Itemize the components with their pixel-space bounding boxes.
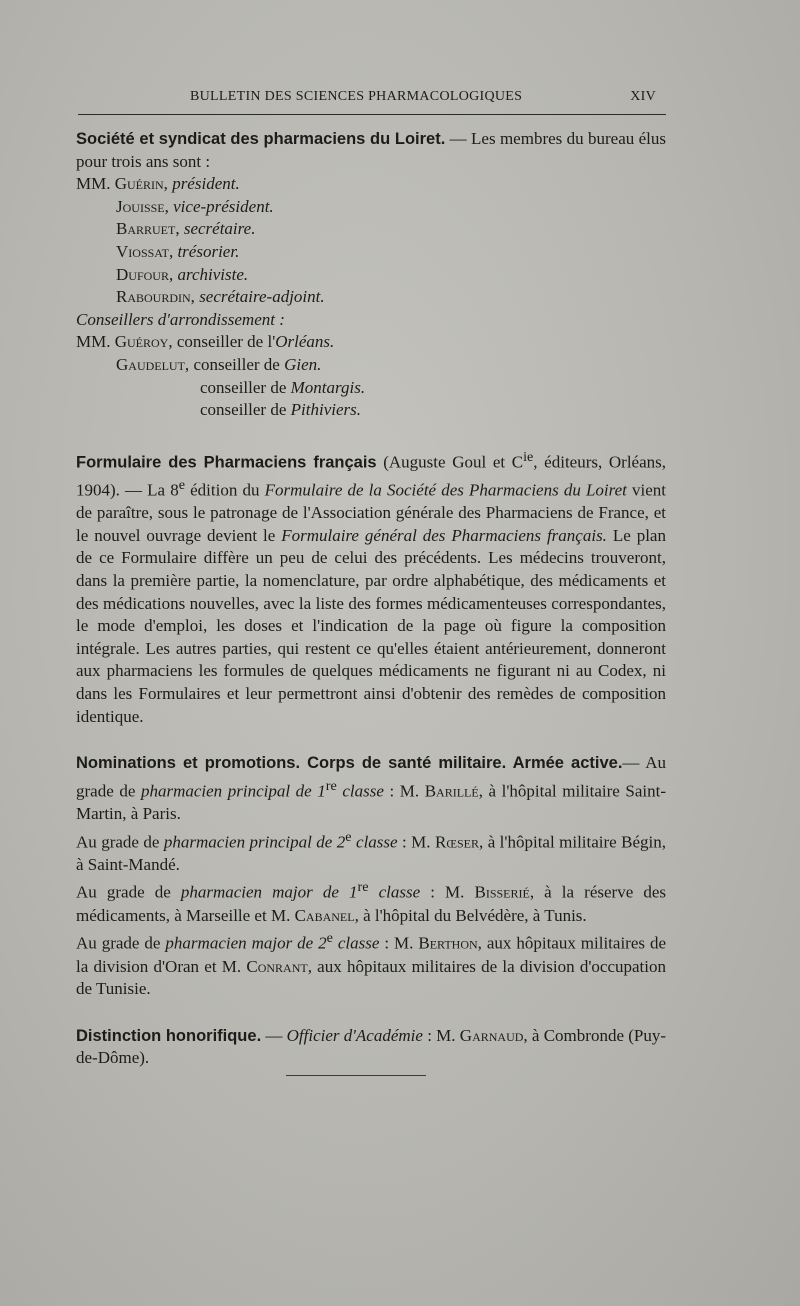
councillor-place: Orléans. bbox=[275, 332, 335, 352]
superscript: e bbox=[326, 930, 333, 947]
distinction-title: Officier d'Académie bbox=[286, 1025, 423, 1045]
formulaire-text: Le plan de ce Formulaire diffère un peu de celui des précédents. Les médecins trouveront, dans la première partie, la nomenclature, par ordre alphabétique, des médicaments et des médications nouvelles, avec la liste des formes médicamenteuses correspondantes, le mode d'emploi, les doses et l'indication de la page où figure la composition intégrale. Les autres parties, qui restent ce qu'elles étaient antérieurement, donneront aux pharmaciens les formules de quelques médicaments ne figurant ni au Codex, ni dans les Formulaires et leur permettront ainsi d'obtenir des remèdes de composition identique. bbox=[76, 525, 666, 726]
nomination-grade: classe bbox=[351, 832, 398, 852]
superscript: ie bbox=[523, 448, 534, 465]
nomination-text: Au grade de bbox=[76, 753, 666, 801]
nomination-text: Au grade de bbox=[76, 933, 166, 953]
councillor-row bbox=[76, 377, 666, 400]
nomination-text: Au grade de bbox=[76, 832, 164, 852]
loiret-paragraph bbox=[76, 128, 666, 173]
officer-row bbox=[76, 173, 666, 196]
officer-role: vice-président. bbox=[173, 196, 274, 216]
distinction-paragraph bbox=[76, 1025, 666, 1070]
page-number: XIV bbox=[630, 89, 656, 104]
section-gap bbox=[76, 728, 666, 752]
officer-name: Dufour, bbox=[116, 264, 174, 284]
dash: — bbox=[622, 753, 640, 773]
formulaire-text: , éditeurs, Orléans, 1904). — La 8 bbox=[76, 452, 666, 500]
officer-role: secrétaire-adjoint. bbox=[199, 287, 325, 307]
loiret-heading: Société et syndicat des pharmaciens du Loiret. bbox=[76, 130, 446, 148]
nomination-text: , à la réserve des médicaments, à Marseille et M. bbox=[76, 883, 666, 925]
loiret-intro: — Les membres du bureau élus pour trois ans sont : bbox=[76, 129, 666, 171]
distinction-text: , à Combronde (Puy-de-Dôme). bbox=[76, 1025, 667, 1068]
nominations-heading: Nominations et promotions. Corps de santé militaire. Armée active. bbox=[76, 754, 623, 773]
officer-name: Jouisse, bbox=[116, 196, 169, 216]
councillor-place: Gien. bbox=[284, 354, 322, 374]
end-rule bbox=[286, 1075, 426, 1076]
formulaire-text: vient de paraître, sous le patronage de l'Association générale des Pharmaciens de France, et le nouvel ouvrage devient le bbox=[76, 480, 667, 545]
councillor-text: conseiller de bbox=[200, 377, 291, 397]
officer-name: Rabourdin, bbox=[116, 287, 195, 307]
councillor-text: conseiller de l' bbox=[176, 332, 276, 352]
councillor-place: Pithiviers. bbox=[290, 400, 361, 420]
distinction-text: : M. bbox=[422, 1025, 460, 1045]
formulaire-paragraph bbox=[76, 446, 666, 728]
nomination-text: : M. bbox=[420, 883, 475, 903]
person-name: Rœser bbox=[434, 832, 480, 852]
formulaire-title-italic: Formulaire de la Société des Pharmaciens du Loiret bbox=[264, 480, 627, 500]
superscript: e bbox=[345, 828, 352, 845]
nomination-text: : M. bbox=[397, 832, 435, 852]
nomination-grade: pharmacien major de 2 bbox=[165, 933, 327, 953]
superscript: re bbox=[325, 777, 337, 794]
nomination-grade: classe bbox=[368, 883, 421, 903]
nominations-paragraph bbox=[76, 927, 666, 1000]
officer-role: président. bbox=[172, 174, 240, 194]
officer-role: archiviste. bbox=[177, 264, 249, 284]
councillor-row bbox=[76, 331, 666, 354]
header-rule bbox=[78, 114, 666, 115]
nominations-paragraph bbox=[76, 826, 666, 877]
officers-list bbox=[76, 173, 666, 422]
person-name: Barillé bbox=[424, 781, 479, 801]
officer-name: Guérin, bbox=[114, 174, 168, 194]
nomination-grade: classe bbox=[332, 933, 380, 953]
nomination-text: : M. bbox=[383, 781, 425, 801]
officer-row bbox=[76, 196, 666, 219]
nomination-grade: pharmacien major de 1 bbox=[180, 883, 358, 903]
nomination-text: Au grade de bbox=[76, 883, 181, 903]
distinction-heading: Distinction honorifique. bbox=[76, 1026, 262, 1045]
councillor-name: Guéroy, bbox=[114, 332, 173, 352]
formulaire-text: édition du bbox=[185, 480, 265, 500]
nomination-text: : M. bbox=[379, 933, 419, 953]
nominations-paragraph bbox=[76, 876, 666, 927]
section-gap bbox=[76, 422, 666, 446]
formulaire-title-italic: Formulaire général des Pharmaciens français. bbox=[281, 525, 607, 545]
article-body bbox=[76, 128, 666, 1070]
nomination-text: , à l'hôpital du Belvédère, à Tunis. bbox=[354, 905, 587, 925]
nomination-grade: pharmacien principal de 2 bbox=[163, 832, 346, 852]
distinction-text: — bbox=[261, 1025, 287, 1045]
nomination-text: , aux hôpitaux militaires de la division d'Oran et M. bbox=[76, 933, 666, 976]
nomination-text: , à l'hôpital militaire Saint-Martin, à Paris. bbox=[76, 781, 666, 823]
superscript: e bbox=[178, 476, 186, 493]
formulaire-text: (Auguste Goul et C bbox=[376, 452, 524, 472]
person-name: Cabanel bbox=[294, 905, 355, 925]
officer-row bbox=[76, 241, 666, 264]
officer-role: trésorier. bbox=[177, 241, 240, 261]
person-name: Berthon bbox=[418, 933, 478, 953]
councillor-name: Gaudelut, bbox=[116, 354, 190, 374]
officer-role: secrétaire. bbox=[183, 219, 256, 239]
superscript: re bbox=[357, 879, 369, 896]
officer-row bbox=[76, 286, 666, 309]
officer-row bbox=[76, 264, 666, 287]
mm-label: MM. bbox=[76, 332, 111, 352]
councillor-text: conseiller de bbox=[200, 400, 291, 420]
person-name: Conrant bbox=[246, 956, 308, 976]
officer-name: Viossat, bbox=[116, 241, 174, 261]
councillors-heading: Conseillers d'arrondissement : bbox=[76, 309, 285, 329]
nominations-paragraph bbox=[76, 752, 666, 825]
person-name: Bisserié bbox=[474, 883, 530, 903]
councillor-place: Montargis. bbox=[290, 377, 366, 397]
councillor-row bbox=[76, 399, 666, 422]
officer-row bbox=[76, 218, 666, 241]
nomination-text: , à l'hôpital militaire Bégin, à Saint-Mandé. bbox=[76, 832, 667, 874]
councillor-row bbox=[76, 354, 666, 377]
councillor-text: conseiller de bbox=[193, 354, 285, 374]
running-title: BULLETIN DES SCIENCES PHARMACOLOGIQUES bbox=[190, 89, 523, 104]
page-header bbox=[78, 86, 656, 110]
officer-name: Barruet, bbox=[116, 219, 180, 239]
nomination-text: , aux hôpitaux militaires de la division d'occupation de Tunisie. bbox=[76, 956, 666, 999]
formulaire-heading: Formulaire des Pharmaciens français bbox=[76, 453, 377, 472]
mm-label: MM. bbox=[76, 174, 111, 194]
section-gap bbox=[76, 1001, 666, 1025]
nomination-grade: classe bbox=[336, 781, 384, 801]
person-name: Garnaud bbox=[459, 1025, 524, 1045]
nomination-grade: pharmacien principal de 1 bbox=[140, 781, 326, 801]
